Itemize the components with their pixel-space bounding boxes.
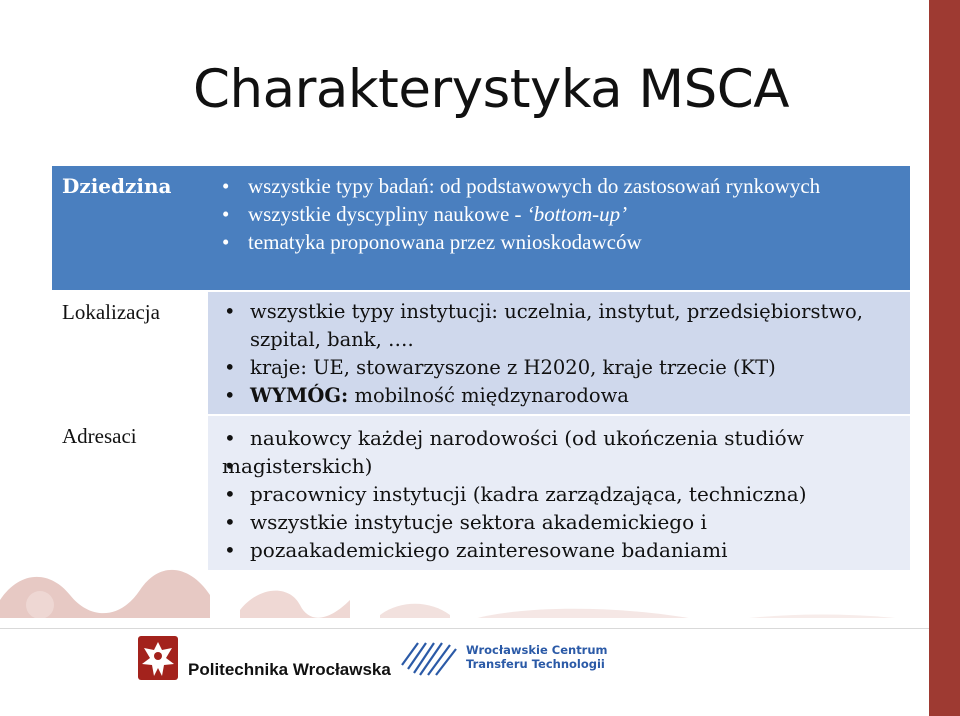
- list-item: • wszystkie dyscypliny naukowe - ‘bottom-up’: [220, 200, 900, 228]
- list-item: • kraje: UE, stowarzyszone z H2020, kraje trzecie (KT): [222, 354, 900, 382]
- row-content: [208, 166, 910, 290]
- bold-term: WYMÓG:: [250, 384, 349, 407]
- row-label: Lokalizacja: [52, 292, 208, 414]
- italic-term: ‘bottom-up’: [526, 202, 628, 226]
- table-row-adresaci: [52, 416, 910, 570]
- list-item: • wszystkie typy instytucji: uczelnia, instytut, przedsiębiorstwo, szpital, bank, ….: [222, 298, 900, 354]
- table-row-lokalizacja: [52, 292, 910, 414]
- table-row-dziedzina: [52, 166, 910, 290]
- row-content: [210, 292, 910, 414]
- row-label: Dziedzina: [62, 174, 172, 198]
- row-content: [210, 416, 910, 570]
- list-item: • naukowcy każdej narodowości (od ukończenia studiów: [222, 424, 900, 452]
- list-item-continuation: • magisterskich): [222, 452, 900, 480]
- slide-title: Charakterystyka MSCA: [193, 59, 790, 120]
- list-item: • wszystkie instytucje sektora akademickiego i: [222, 508, 900, 536]
- footer-divider: [0, 628, 929, 629]
- list-item: • tematyka proponowana przez wnioskodawców: [220, 228, 900, 256]
- row-label: Adresaci: [52, 416, 208, 570]
- transfer-center-logo-icon: [398, 635, 460, 677]
- transfer-center-name: Wrocławskie Centrum Transferu Technologii: [466, 643, 608, 671]
- right-accent-bar: [929, 0, 960, 716]
- characteristics-table: [52, 166, 910, 570]
- university-name: Politechnika Wrocławska: [188, 660, 391, 679]
- list-item: • WYMÓG: mobilność międzynarodowa: [222, 382, 900, 410]
- list-item-continuation: • pozaakademickiego zainteresowane badaniami: [222, 536, 900, 564]
- list-item: • pracownicy instytucji (kadra zarządzająca, techniczna): [222, 480, 900, 508]
- list-item: • wszystkie typy badań: od podstawowych do zastosowań rynkowych: [220, 172, 900, 200]
- university-eagle-logo-icon: [132, 632, 184, 684]
